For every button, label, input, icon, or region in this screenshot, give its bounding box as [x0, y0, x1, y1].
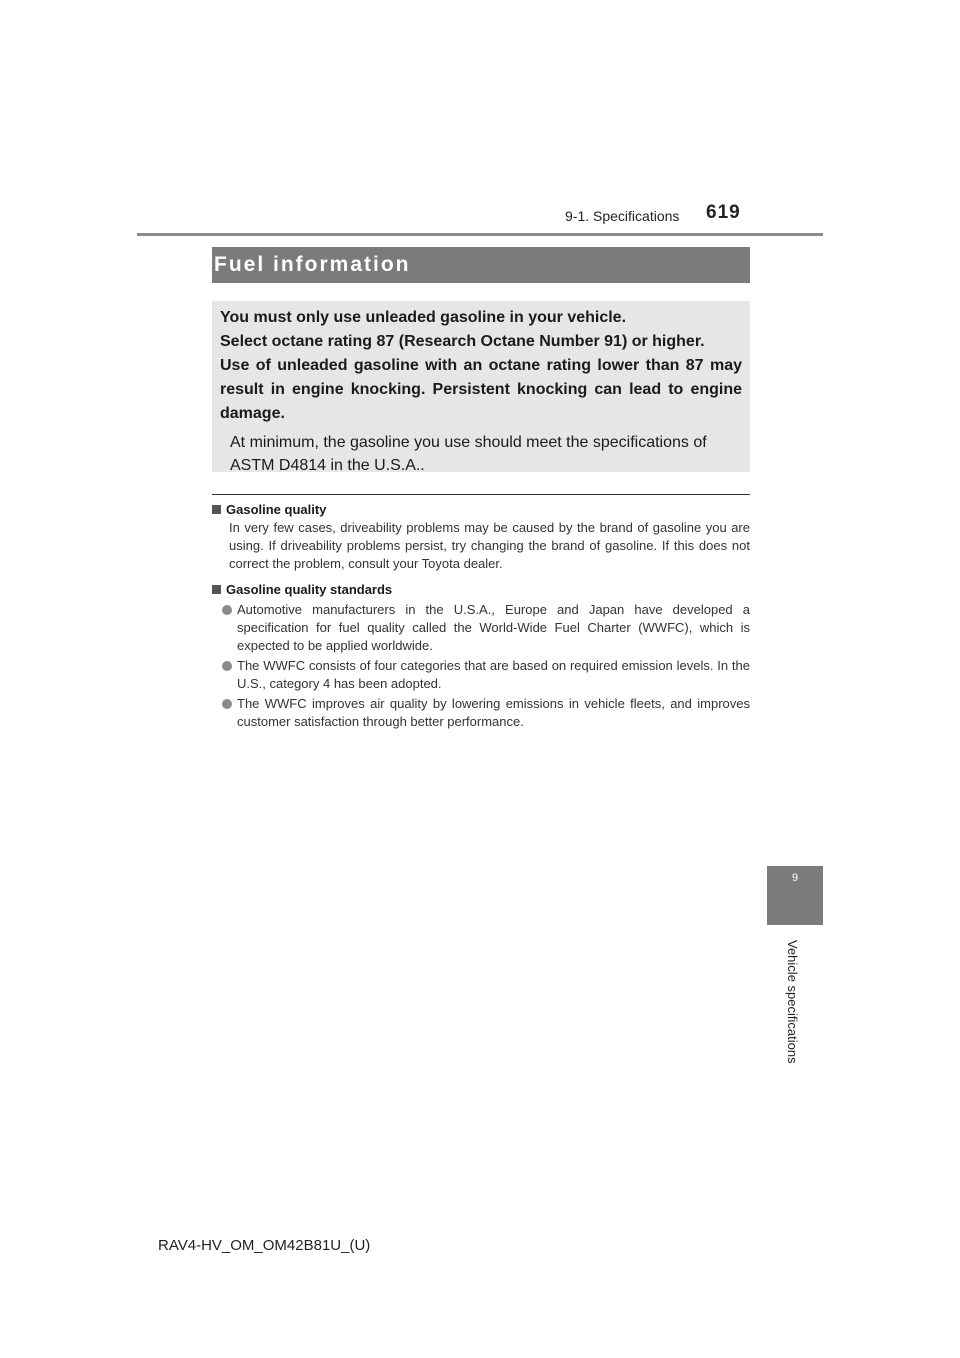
list-item: [222, 601, 750, 655]
title-bar: [212, 247, 750, 283]
list-item-text: The WWFC consists of four categories that are based on required emission levels. In the U.S., category 4 has been adopted.: [237, 658, 750, 691]
page-title: Fuel information: [214, 253, 411, 276]
content: [212, 501, 750, 733]
note-bold-line-1: You must only use unleaded gasoline in your vehicle.: [220, 309, 627, 326]
side-tab-number: 9: [791, 872, 799, 884]
section-paragraph: In very few cases, driveability problems may be caused by the brand of gasoline you are using. If driveability problems persist, try changing the brand of gasoline. If this does not correct the problem, consult your Toyota dealer.: [229, 520, 750, 571]
list-item-text: Automotive manufacturers in the U.S.A., Europe and Japan have developed a specification for fuel quality called the World-Wide Fuel Charter (WWFC), which is expected to be applied worldwide.: [237, 602, 750, 653]
square-bullet-icon: [212, 505, 221, 514]
note-box: [212, 301, 750, 472]
header-rule: [137, 233, 823, 236]
section-gasoline-quality-standards: [212, 581, 750, 731]
note-bold-line-3: Use of unleaded gasoline with an octane rating lower than 87 may result in engine knocking. Persistent knocking can lead to engine damage.: [220, 357, 742, 422]
circle-bullet-icon: [222, 605, 232, 615]
circle-bullet-icon: [222, 699, 232, 709]
section-gasoline-quality: [212, 501, 750, 573]
footer-code: RAV4-HV_OM_OM42B81U_(U): [158, 1237, 371, 1254]
side-tab: [767, 866, 823, 925]
section-rule: [212, 494, 750, 495]
section-heading-text: Gasoline quality standards: [226, 582, 393, 597]
section-heading: [212, 581, 750, 599]
list-item: [222, 695, 750, 731]
note-bold-line-2: Select octane rating 87 (Research Octane Number 91) or higher.: [220, 333, 705, 350]
section-heading-text: Gasoline quality: [226, 502, 327, 517]
section-heading: [212, 501, 750, 519]
page-number: 619: [706, 202, 741, 223]
list-item-text: The WWFC improves air quality by lowering emissions in vehicle fleets, and improves customer satisfaction through better performance.: [237, 696, 750, 729]
note-normal-text: At minimum, the gasoline you use should meet the specifications of ASTM D4814 in the U.S.A..: [230, 434, 707, 474]
square-bullet-icon: [212, 585, 221, 594]
circle-bullet-icon: [222, 661, 232, 671]
header-section: 9-1. Specifications: [565, 208, 680, 224]
list-item: [222, 657, 750, 693]
side-tab-label: Vehicle specifications: [785, 940, 800, 1064]
